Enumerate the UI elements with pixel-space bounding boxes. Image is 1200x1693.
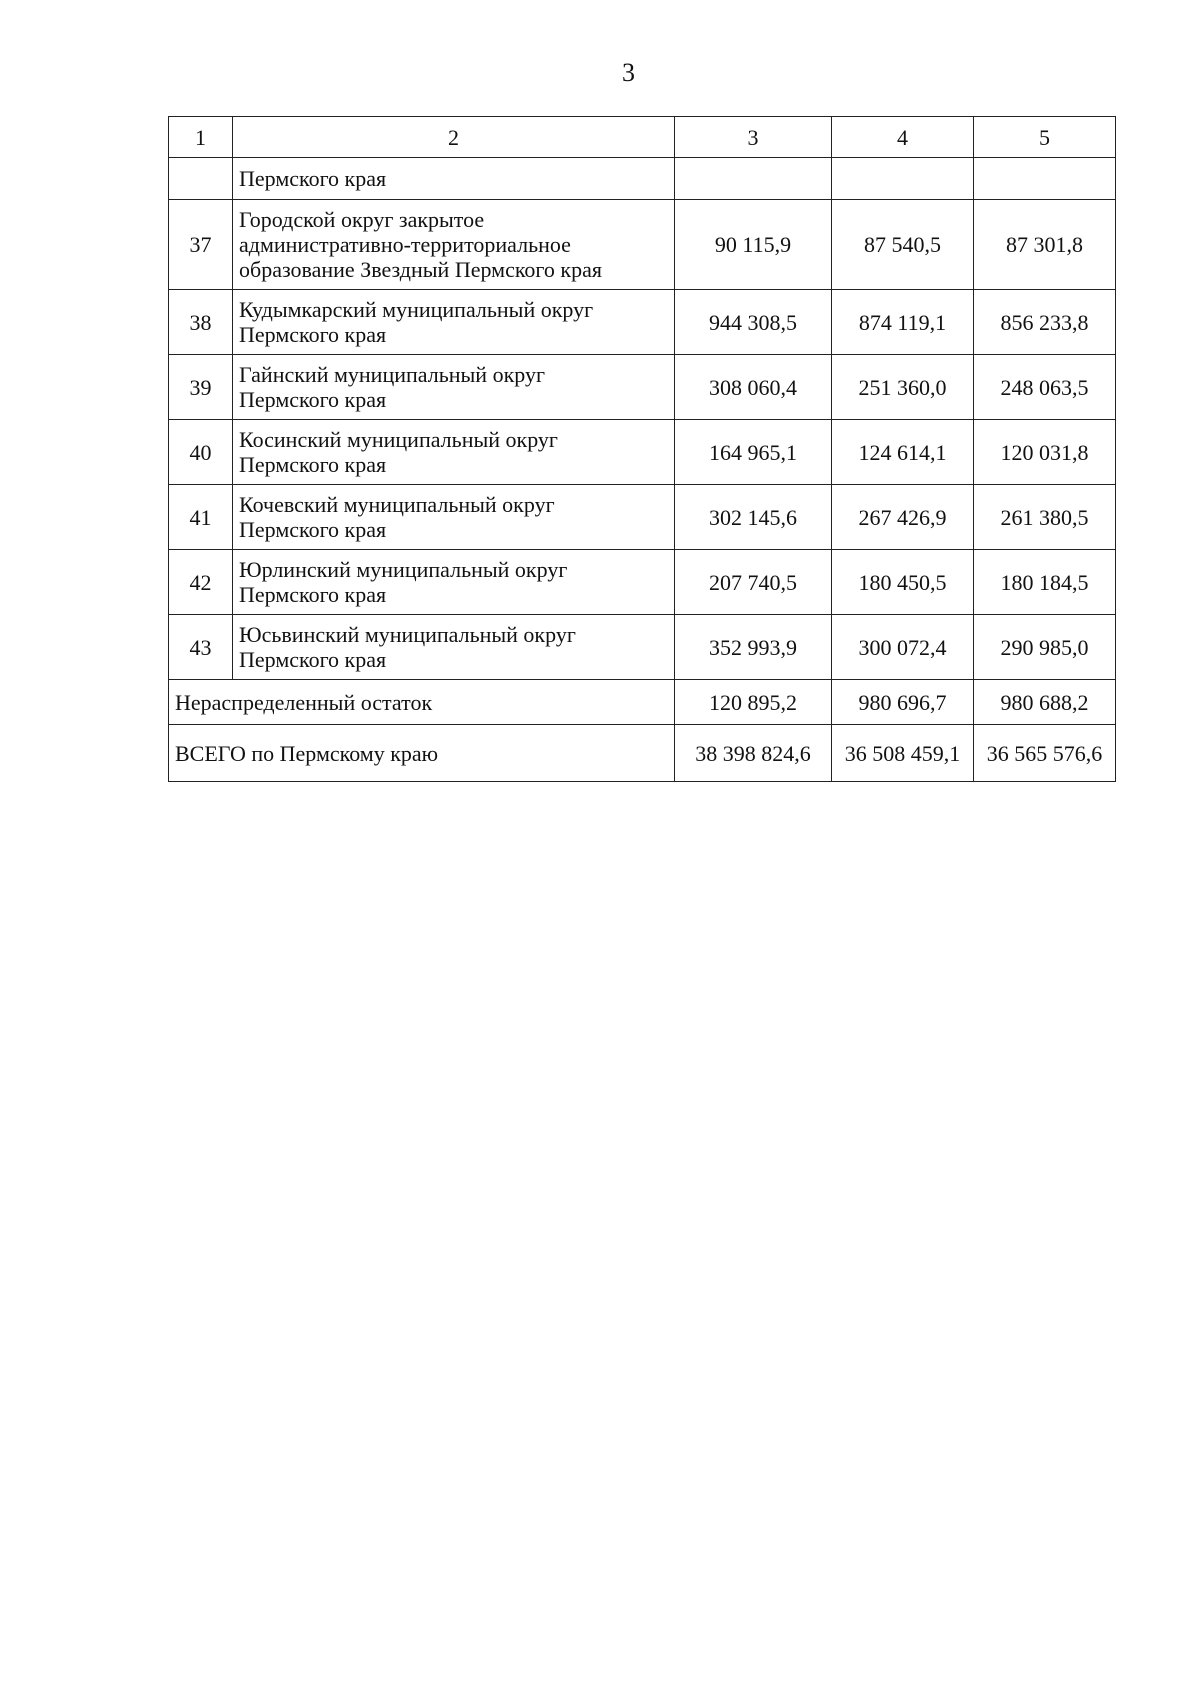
name-line: Пермского края — [239, 387, 387, 412]
value-col3 — [675, 158, 832, 200]
name-line: Гайнский муниципальный округ — [239, 362, 545, 387]
value-col4: 124 614,1 — [832, 420, 974, 485]
name-line: Юсьвинский муниципальный округ — [239, 622, 576, 647]
value-col5: 261 380,5 — [974, 485, 1116, 550]
name-line: Косинский муниципальный округ — [239, 427, 558, 452]
value-col4: 874 119,1 — [832, 290, 974, 355]
table-row — [169, 550, 1116, 615]
value-col4 — [832, 158, 974, 200]
row-number: 42 — [169, 550, 233, 615]
value-col3: 302 145,6 — [675, 485, 832, 550]
column-number-4: 4 — [832, 117, 974, 158]
value-col4: 180 450,5 — [832, 550, 974, 615]
total-row — [169, 725, 1116, 782]
unallocated-label: Нераспределенный остаток — [169, 680, 675, 725]
name-line: образование Звездный Пермского края — [239, 257, 602, 282]
value-col3: 90 115,9 — [675, 200, 832, 290]
value-col4: 87 540,5 — [832, 200, 974, 290]
name-line: Кудымкарский муниципальный округ — [239, 297, 594, 322]
table-row — [169, 420, 1116, 485]
value-col5: 290 985,0 — [974, 615, 1116, 680]
name-line: Кочевский муниципальный округ — [239, 492, 555, 517]
table-row-continuation — [169, 158, 1116, 200]
column-number-3: 3 — [675, 117, 832, 158]
value-col5: 36 565 576,6 — [974, 725, 1116, 782]
name-line: Пермского края — [239, 517, 387, 542]
name-line: Пермского края — [239, 647, 387, 672]
total-label: ВСЕГО по Пермскому краю — [169, 725, 675, 782]
name-line: Пермского края — [239, 582, 387, 607]
value-col3: 352 993,9 — [675, 615, 832, 680]
table-header-row — [169, 117, 1116, 158]
table-row — [169, 290, 1116, 355]
name-line: Пермского края — [239, 322, 387, 347]
value-col5: 120 031,8 — [974, 420, 1116, 485]
unallocated-row — [169, 680, 1116, 725]
municipality-name — [233, 290, 675, 355]
value-col3: 164 965,1 — [675, 420, 832, 485]
value-col3: 207 740,5 — [675, 550, 832, 615]
row-number: 39 — [169, 355, 233, 420]
name-line: Городской округ закрытое — [239, 207, 485, 232]
row-number: 41 — [169, 485, 233, 550]
municipality-name — [233, 420, 675, 485]
name-line: Юрлинский муниципальный округ — [239, 557, 568, 582]
value-col5: 248 063,5 — [974, 355, 1116, 420]
row-number — [169, 158, 233, 200]
column-number-1: 1 — [169, 117, 233, 158]
table-row — [169, 485, 1116, 550]
value-col4: 267 426,9 — [832, 485, 974, 550]
value-col5: 856 233,8 — [974, 290, 1116, 355]
municipality-name — [233, 615, 675, 680]
row-number: 40 — [169, 420, 233, 485]
value-col3: 308 060,4 — [675, 355, 832, 420]
value-col4: 36 508 459,1 — [832, 725, 974, 782]
value-col5: 87 301,8 — [974, 200, 1116, 290]
page-number: 3 — [622, 58, 635, 87]
value-col5 — [974, 158, 1116, 200]
value-col3: 944 308,5 — [675, 290, 832, 355]
table-row — [169, 200, 1116, 290]
budget-table — [168, 116, 1116, 782]
value-col3: 120 895,2 — [675, 680, 832, 725]
value-col4: 251 360,0 — [832, 355, 974, 420]
row-number: 37 — [169, 200, 233, 290]
row-number: 43 — [169, 615, 233, 680]
municipality-name — [233, 550, 675, 615]
name-line: административно-территориальное — [239, 232, 571, 257]
value-col4: 980 696,7 — [832, 680, 974, 725]
name-line: Пермского края — [239, 452, 387, 477]
value-col4: 300 072,4 — [832, 615, 974, 680]
municipality-name — [233, 485, 675, 550]
municipality-name — [233, 200, 675, 290]
municipality-name: Пермского края — [233, 158, 675, 200]
value-col5: 980 688,2 — [974, 680, 1116, 725]
table-row — [169, 615, 1116, 680]
municipality-name — [233, 355, 675, 420]
row-number: 38 — [169, 290, 233, 355]
table-row — [169, 355, 1116, 420]
value-col3: 38 398 824,6 — [675, 725, 832, 782]
column-number-2: 2 — [233, 117, 675, 158]
value-col5: 180 184,5 — [974, 550, 1116, 615]
column-number-5: 5 — [974, 117, 1116, 158]
